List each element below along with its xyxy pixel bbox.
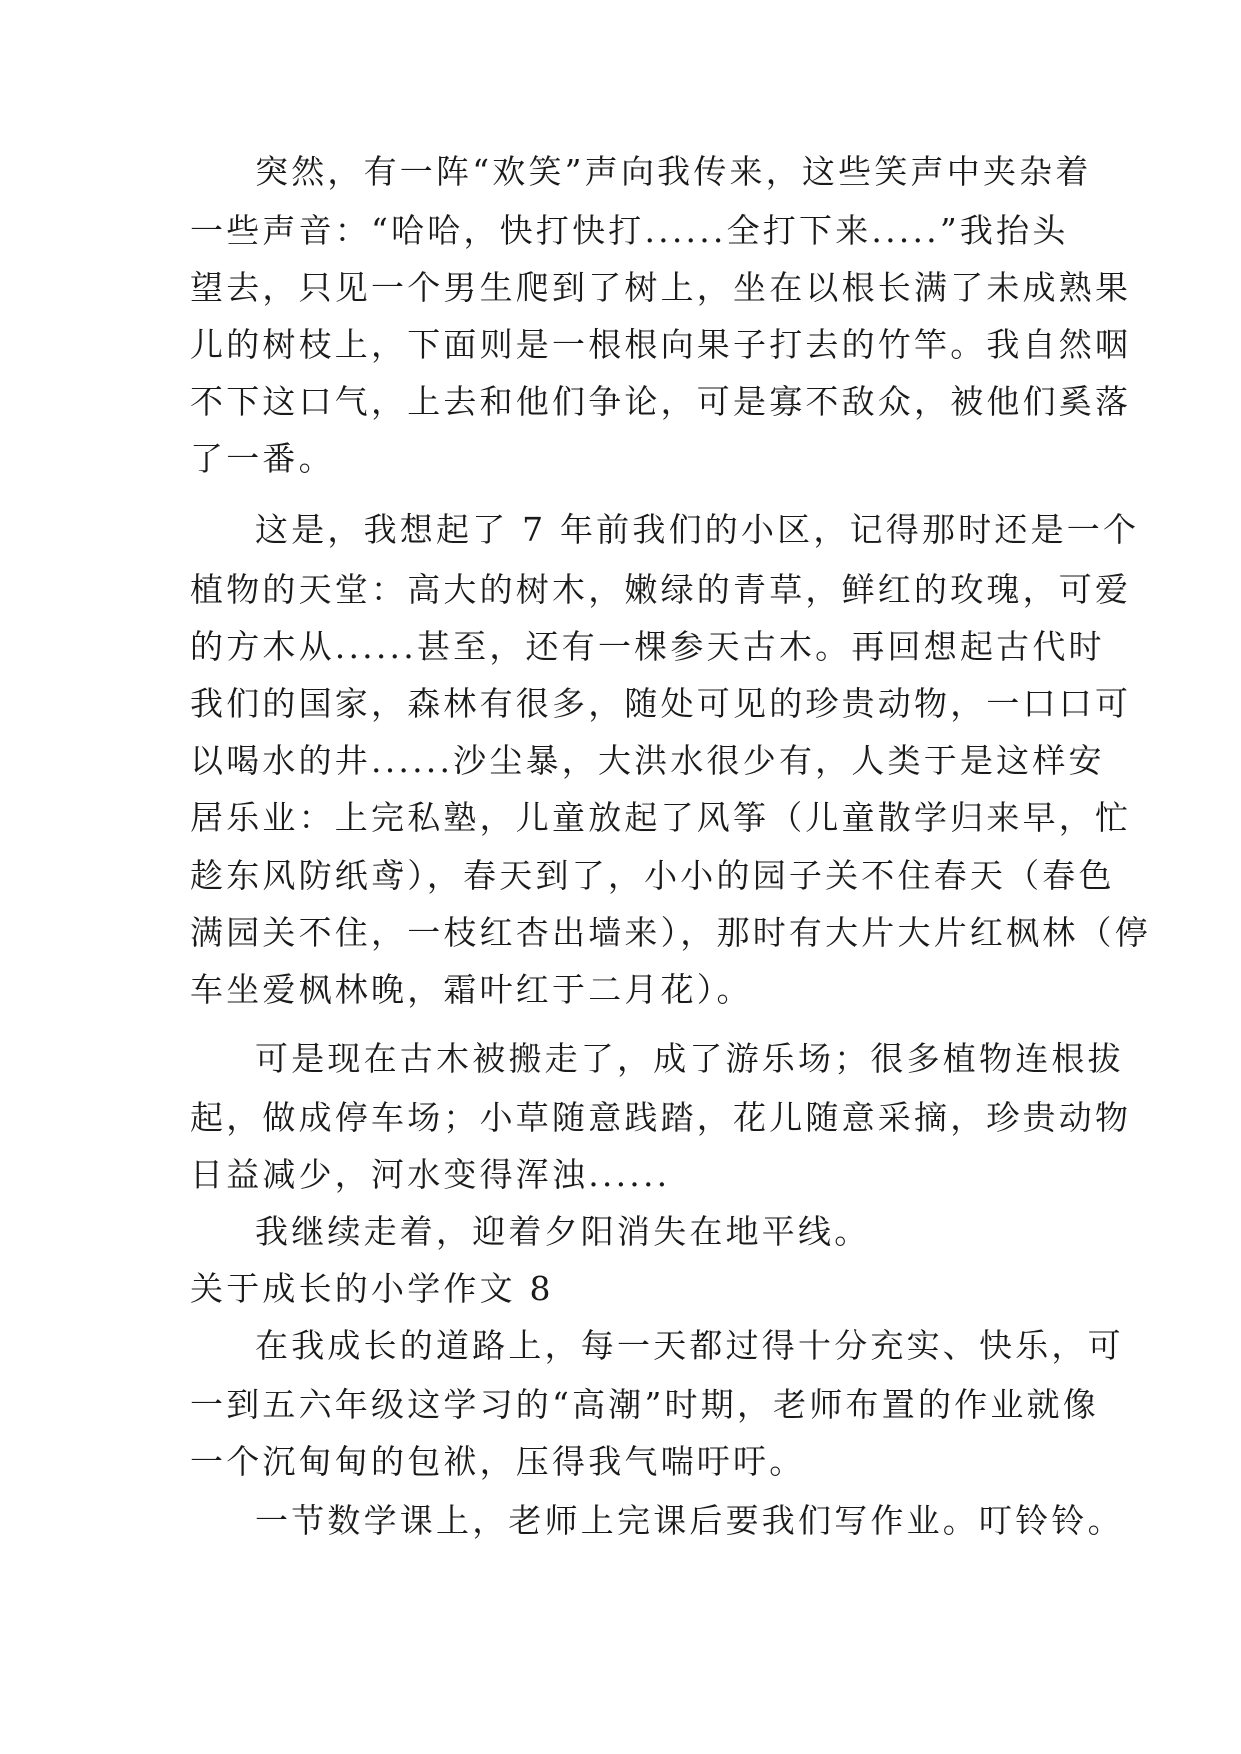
text-line: 可是现在古木被搬走了，成了游乐场；很多植物连根拔 — [255, 1039, 1124, 1078]
text-line: 起，做成停车场；小草随意践踏，花儿随意采摘，珍贵动物 — [190, 1098, 1132, 1137]
text-line: 望去，只见一个男生爬到了树上，坐在以根长满了未成熟果 — [190, 268, 1132, 307]
text-line: 以喝水的井......沙尘暴，大洪水很少有，人类于是这样安 — [190, 741, 1105, 780]
text-line: 这是，我想起了 7 年前我们的小区，记得那时还是一个 — [255, 510, 1140, 549]
text-line: 居乐业：上完私塾，儿童放起了风筝（儿童散学归来早，忙 — [190, 798, 1132, 837]
text-line: 不下这口气，上去和他们争论，可是寡不敌众，被他们奚落 — [190, 382, 1132, 421]
section-heading: 关于成长的小学作文 8 — [190, 1269, 554, 1308]
text-line: 趁东风防纸鸢），春天到了，小小的园子关不住春天（春色 — [190, 856, 1115, 895]
text-line: 的方木从......甚至，还有一棵参天古木。再回想起古代时 — [190, 627, 1105, 666]
text-line: 一到五六年级这学习的“高潮”时期，老师布置的作业就像 — [190, 1385, 1099, 1424]
text-line: 植物的天堂：高大的树木，嫩绿的青草，鲜红的玫瑰，可爱 — [190, 570, 1132, 609]
text-line: 一些声音：“哈哈，快打快打......全打下来.....”我抬头 — [190, 211, 1069, 250]
text-line: 一节数学课上，老师上完课后要我们写作业。叮铃铃。 — [255, 1501, 1124, 1540]
text-line: 在我成长的道路上，每一天都过得十分充实、快乐，可 — [255, 1326, 1124, 1365]
text-line: 了一番。 — [190, 439, 335, 478]
text-line: 儿的树枝上，下面则是一根根向果子打去的竹竿。我自然咽 — [190, 325, 1132, 364]
text-line: 日益减少，河水变得浑浊...... — [190, 1155, 671, 1194]
text-line: 我继续走着，迎着夕阳消失在地平线。 — [255, 1212, 871, 1251]
text-line: 车坐爱枫林晚，霜叶红于二月花）。 — [190, 970, 753, 1009]
text-line: 我们的国家，森林有很多，随处可见的珍贵动物，一口口可 — [190, 684, 1132, 723]
text-line: 突然，有一阵“欢笑”声向我传来，这些笑声中夹杂着 — [255, 152, 1092, 191]
text-line: 满园关不住，一枝红杏出墙来），那时有大片大片红枫林（停 — [190, 913, 1151, 952]
text-line: 一个沉甸甸的包袱，压得我气喘吁吁。 — [190, 1442, 806, 1481]
